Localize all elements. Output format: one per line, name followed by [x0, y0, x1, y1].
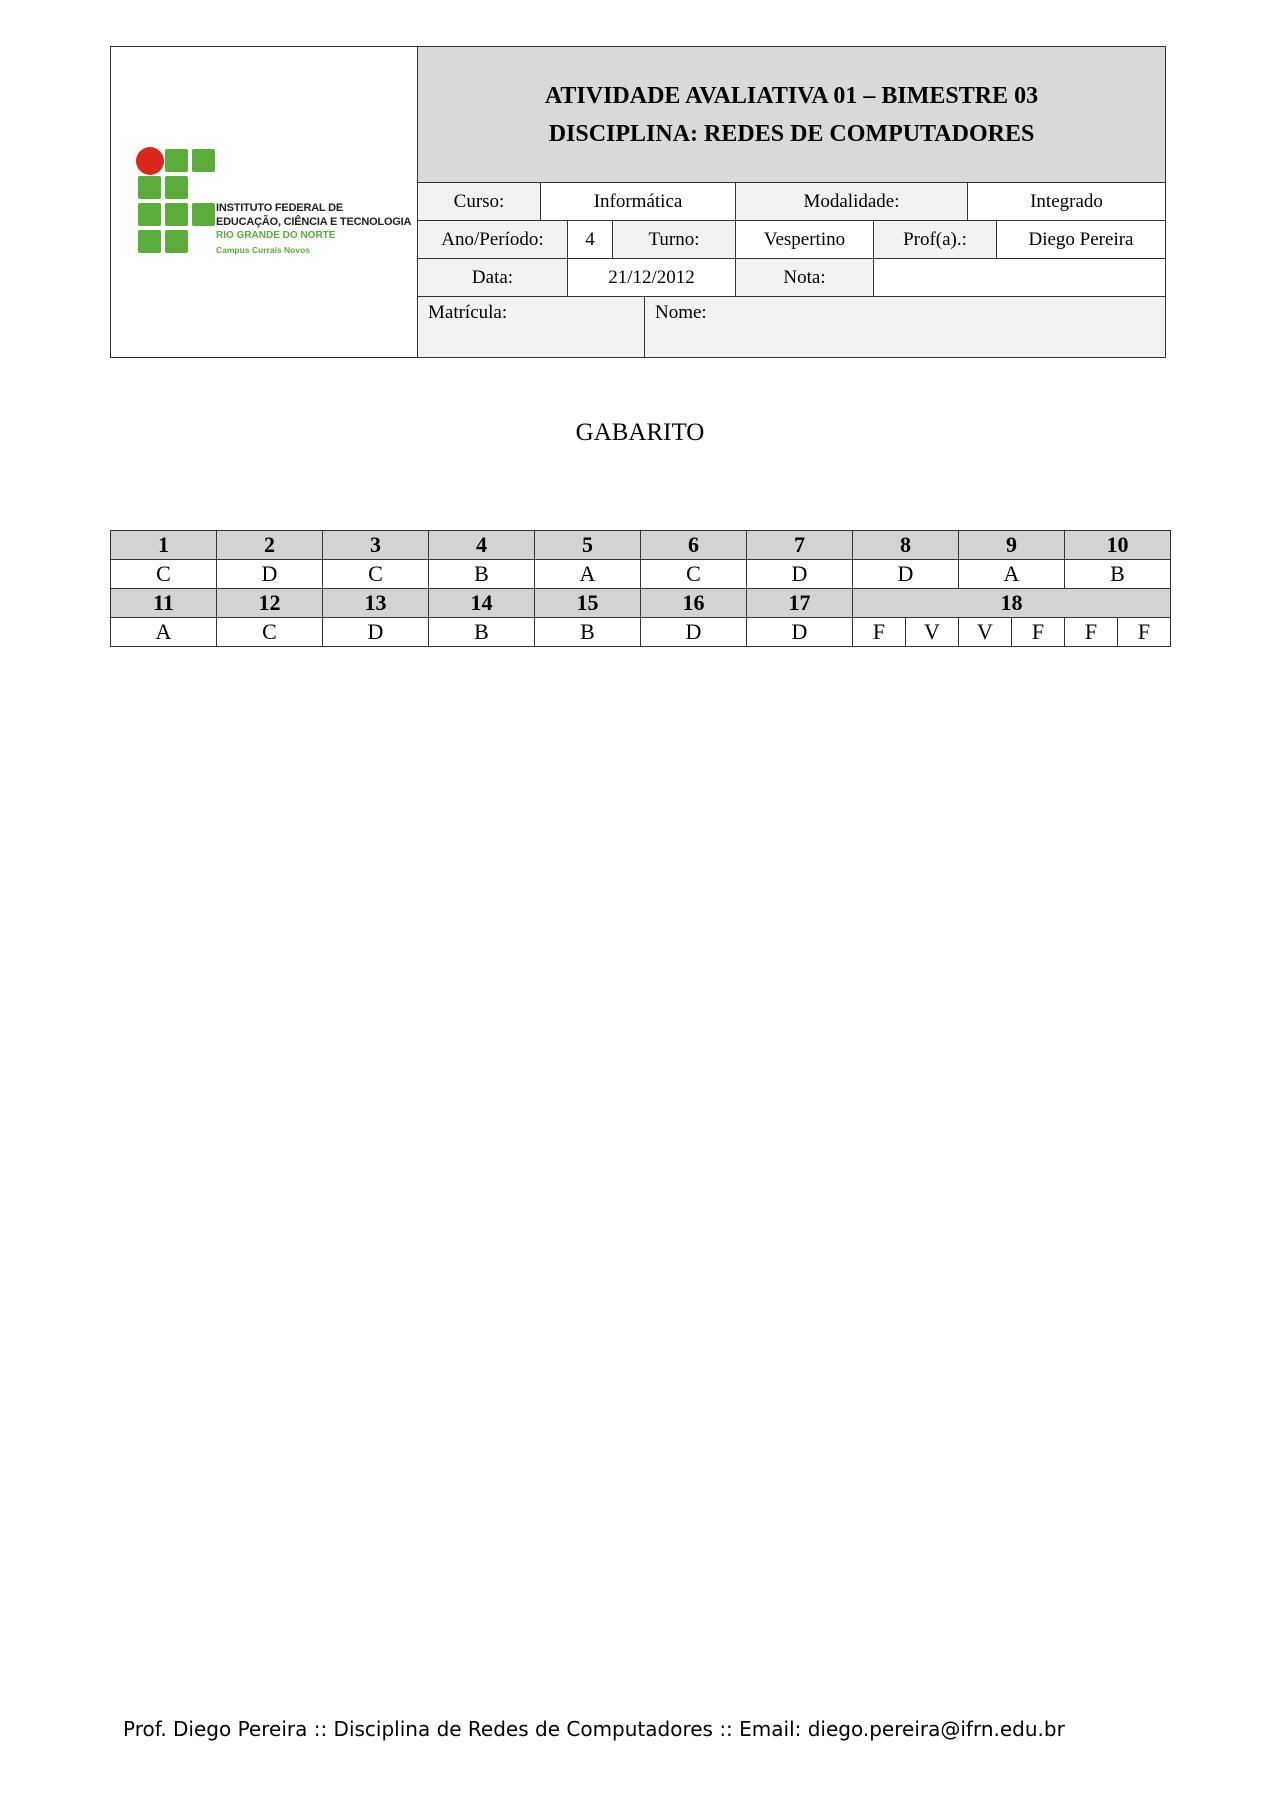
answer-row2-6: D: [641, 618, 747, 647]
logo-line-1: INSTITUTO FEDERAL DE: [216, 202, 343, 214]
info-row-curso: [418, 183, 1165, 221]
answer-key-numbers-row-1: [111, 531, 1171, 560]
answer-row2-1: A: [111, 618, 217, 647]
answer-row2-2: C: [217, 618, 323, 647]
turno-value: Vespertino: [736, 221, 874, 258]
question-number-row2-3: 13: [323, 589, 429, 618]
turno-label: Turno:: [613, 221, 736, 258]
answer-row2-7: D: [747, 618, 853, 647]
question-number-6: 6: [641, 531, 747, 560]
question-number-1: 1: [111, 531, 217, 560]
answer-row2-5: B: [535, 618, 641, 647]
question-number-row2-1: 11: [111, 589, 217, 618]
question-number-row2-7: 17: [747, 589, 853, 618]
institution-logo-text: [216, 201, 411, 257]
question-number-row2-2: 12: [217, 589, 323, 618]
gabarito-title: GABARITO: [575, 419, 705, 446]
info-row-student: [418, 297, 1165, 357]
answer-8: D: [853, 560, 959, 589]
answer-key-answers-row-2: [111, 618, 1171, 647]
answer-7: D: [747, 560, 853, 589]
answer-5: A: [535, 560, 641, 589]
exam-title-line-1: ATIVIDADE AVALIATIVA 01 – BIMESTRE 03: [544, 82, 1039, 109]
question-number-4: 4: [429, 531, 535, 560]
nome-field: Nome:: [645, 297, 1165, 357]
answer-row2-4: B: [429, 618, 535, 647]
answer-key-table: [110, 530, 1171, 647]
logo-line-3: RIO GRANDE DO NORTE: [216, 230, 336, 241]
curso-value: Informática: [541, 183, 736, 220]
question-number-row2-5: 15: [535, 589, 641, 618]
question-number-10: 10: [1065, 531, 1171, 560]
q18-true-false-answer-5: F: [1065, 618, 1118, 647]
institution-logo-cell: [111, 47, 418, 357]
answer-2: D: [217, 560, 323, 589]
q18-true-false-answer-6: F: [1118, 618, 1171, 647]
ano-periodo-value: 4: [568, 221, 613, 258]
answer-9: A: [959, 560, 1065, 589]
ifrn-logo-mark: [138, 149, 218, 253]
q18-true-false-answer-2: V: [906, 618, 959, 647]
question-number-row2-6: 16: [641, 589, 747, 618]
question-number-5: 5: [535, 531, 641, 560]
logo-red-dot: [136, 147, 164, 175]
answer-row2-3: D: [323, 618, 429, 647]
page-footer: Prof. Diego Pereira :: Disciplina de Redes de Computadores :: Email: diego.pereira@ifrn.edu.br: [123, 1717, 1065, 1741]
data-value: 21/12/2012: [568, 259, 736, 296]
q18-true-false-answer-3: V: [959, 618, 1012, 647]
answer-3: C: [323, 560, 429, 589]
nota-value-field: [874, 259, 1165, 296]
question-number-7: 7: [747, 531, 853, 560]
modalidade-value: Integrado: [968, 183, 1165, 220]
q18-true-false-answer-1: F: [853, 618, 906, 647]
exam-info: [418, 47, 1165, 357]
info-row-ano: [418, 221, 1165, 259]
logo-line-2: EDUCAÇÃO, CIÊNCIA E TECNOLOGIA: [216, 216, 412, 228]
curso-label: Curso:: [418, 183, 541, 220]
professor-value: Diego Pereira: [997, 221, 1165, 258]
answer-key-numbers-row-2: [111, 589, 1171, 618]
question-number-3: 3: [323, 531, 429, 560]
answer-1: C: [111, 560, 217, 589]
matricula-field: Matrícula:: [418, 297, 645, 357]
exam-title-line-2: DISCIPLINA: REDES DE COMPUTADORES: [548, 120, 1035, 147]
professor-label: Prof(a).:: [874, 221, 997, 258]
answer-key-answers-row-1: [111, 560, 1171, 589]
modalidade-label: Modalidade:: [736, 183, 968, 220]
question-number-8: 8: [853, 531, 959, 560]
logo-line-4: Campus Currais Novos: [216, 245, 310, 255]
answer-6: C: [641, 560, 747, 589]
question-number-row2-4: 14: [429, 589, 535, 618]
nota-label: Nota:: [736, 259, 874, 296]
data-label: Data:: [418, 259, 568, 296]
q18-true-false-answer-4: F: [1012, 618, 1065, 647]
question-number-9: 9: [959, 531, 1065, 560]
answer-4: B: [429, 560, 535, 589]
answer-10: B: [1065, 560, 1171, 589]
question-number-2: 2: [217, 531, 323, 560]
question-number-row2-8: 18: [853, 589, 1171, 618]
ano-periodo-label: Ano/Período:: [418, 221, 568, 258]
exam-header: [110, 46, 1166, 358]
exam-title: [418, 47, 1165, 183]
info-row-data: [418, 259, 1165, 297]
